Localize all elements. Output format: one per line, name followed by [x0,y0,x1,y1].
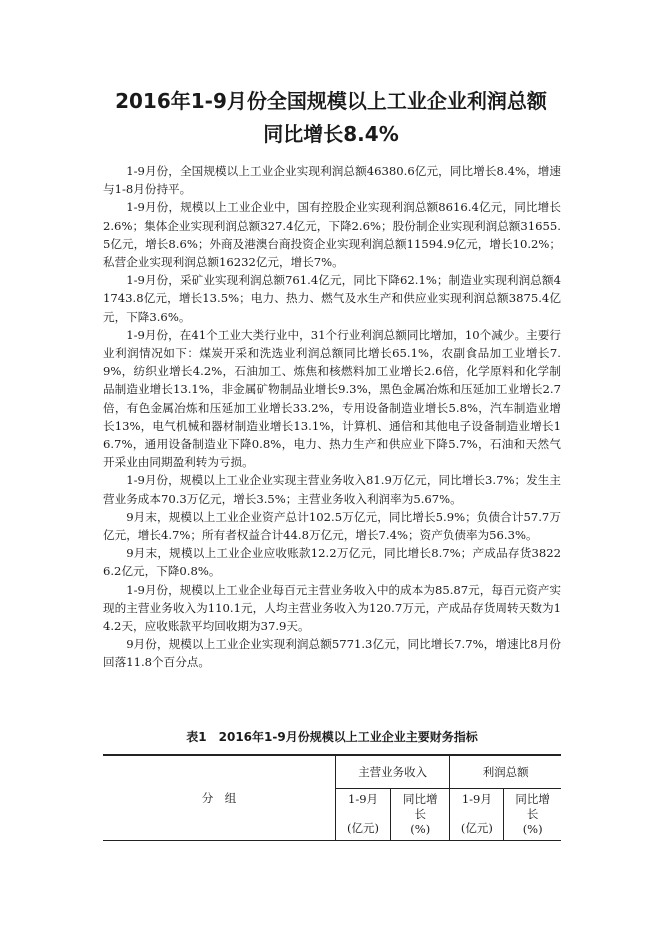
subheader-revenue-growth: 同比增长 (%) [391,788,450,840]
subheader-revenue-period: 1-9月 (亿元) [336,788,391,840]
article-body [103,162,561,672]
paragraph-revenue: 1-9月份，规模以上工业企业实现主营业务收入81.9万亿元，同比增长3.7%；发生主营业务成本70.3万亿元，增长3.5%；主营业务收入利润率为5.67%。 [103,473,561,506]
paragraph-sectors: 1-9月份，采矿业实现利润总额761.4亿元，同比下降62.1%；制造业实现利润总额41743.8亿元，增长13.5%；电力、热力、燃气及水生产和供应业实现利润总额3875.4亿元，下降3.6%。 [103,273,561,324]
paragraph-industries: 1-9月份，在41个工业大类行业中，31个行业利润总额同比增加，10个减少。主要行业利润情况如下：煤炭开采和洗选业利润总额同比增长65.1%，农副食品加工业增长7.9%，纺织业增长4.2%，石油加工、炼焦和核燃料加工业增长2.6倍，化学原料和化学制品制造业增长13.1%，非金属矿物制品业增长9.3%，黑色金属冶炼和压延加工业增长2.7倍，有色金属冶炼和压延加工业增长33.2%，专用设备制造业增长5.8%，汽车制造业增长13%，电气机械和器材制造业增长13.1%，计算机、通信和其他电子设备制造业增长16.7%，通用设备制造业下降0.8%，电力、热力生产和供应业下降5.7%，石油和天然气开采业由同期盈利转为亏损。 [103,327,561,470]
paragraph-assets: 9月末，规模以上工业企业资产总计102.5万亿元，同比增长5.9%；负债合计57.7万亿元，增长4.7%；所有者权益合计44.8万亿元，增长7.4%；资产负债率为56.3%。 [103,509,561,543]
financial-indicators-table [103,754,561,841]
paragraph-ownership-types: 1-9月份，规模以上工业企业中，国有控股企业实现利润总额8616.4亿元，同比增长2.6%；集体企业实现利润总额327.4亿元，下降2.6%；股份制企业实现利润总额31655.5亿元，增长8.6%；外商及港澳台商投资企业实现利润总额11594.9亿元，增长10.2%；私营企业实现利润总额16232亿元，增长7%。 [103,200,561,270]
col-header-main-revenue: 主营业务收入 [336,755,450,788]
paragraph-efficiency: 1-9月份，规模以上工业企业每百元主营业务收入中的成本为85.87元，每百元资产实现的主营业务收入为110.1元，人均主营业务收入为120.7万元，产成品存货周转天数为14.2天，应收账款平均回收期为37.9天。 [103,582,561,634]
table-group-header: 分 组 [103,755,336,840]
document-title-line2: 同比增长8.4% [263,122,399,146]
col-header-total-profit: 利润总额 [450,755,561,788]
paragraph-september: 9月份，规模以上工业企业实现利润总额5771.3亿元，同比增长7.7%，增速比8月份回落11.8个百分点。 [103,637,561,670]
subheader-profit-growth: 同比增长 (%) [504,788,561,840]
paragraph-receivables: 9月末，规模以上工业企业应收账款12.2万亿元，同比增长8.7%；产成品存货38226.2亿元，下降0.8%。 [103,546,561,579]
paragraph-total-profit: 1-9月份，全国规模以上工业企业实现利润总额46380.6亿元，同比增长8.4%，增速与1-8月份持平。 [103,164,561,197]
document-title-line1: 2016年1-9月份全国规模以上工业企业利润总额 [115,89,547,113]
table-caption: 表1 2016年1-9月份规模以上工业企业主要财务指标 [186,730,478,744]
subheader-profit-period: 1-9月 (亿元) [450,788,504,840]
